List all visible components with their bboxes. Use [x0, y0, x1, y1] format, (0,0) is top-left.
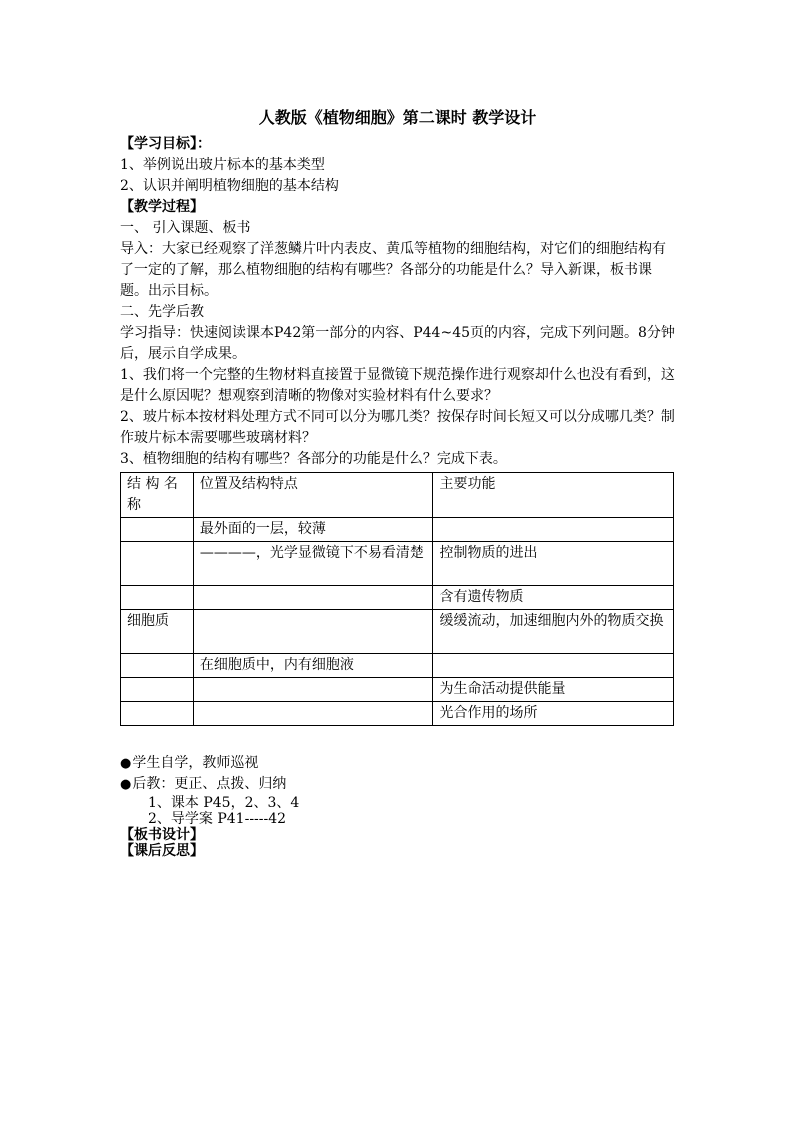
question-3: 3、植物细胞的结构有哪些？各部分的功能是什么？完成下表。 [120, 451, 507, 467]
table-cell [433, 518, 674, 542]
header-main-function: 主要功能 [433, 473, 674, 518]
table-row [121, 518, 674, 542]
section-one-heading: 一、 引入课题、板书 [120, 220, 251, 236]
textbook-item: 1、课本 P45，2、3、4 [148, 795, 300, 811]
objective-item: 1、举例说出玻片标本的基本类型 [120, 157, 325, 173]
table-row [121, 542, 674, 586]
table-row [121, 586, 674, 610]
table-row [121, 654, 674, 678]
process-heading: 【教学过程】 [120, 199, 204, 215]
document-title: 人教版《植物细胞》第二课时 教学设计 [258, 108, 537, 127]
table-cell: 光合作用的场所 [433, 702, 674, 726]
document-page [120, 108, 675, 859]
table-cell: ————，光学显微镜下不易看清楚 [193, 542, 433, 586]
header-location-features: 位置及结构特点 [193, 473, 433, 518]
self-study-line [120, 753, 675, 774]
bullet-icon: ● [120, 756, 132, 771]
table-cell [121, 702, 194, 726]
study-guide-paragraph: 学习指导：快速阅读课本P42第一部分的内容、P44~45页的内容，完成下列问题。8分钟后，展示自学成果。 [120, 325, 675, 362]
post-teach-line [120, 774, 675, 795]
self-study-text: 学生自学，教师巡视 [132, 755, 259, 771]
post-teach-text: 后教：更正、点拨、归纳 [132, 776, 287, 792]
table-cell: 含有遗传物质 [433, 586, 674, 610]
table-cell: 控制物质的进出 [433, 542, 674, 586]
section-two-heading: 二、先学后教 [120, 304, 204, 320]
worksheet-item: 2、导学案 P41-----42 [148, 811, 287, 827]
table-row [121, 702, 674, 726]
table-cell [193, 702, 433, 726]
question-2: 2、玻片标本按材料处理方式不同可以分为哪几类？按保存时间长短又可以分成哪几类？制作玻片标本需要哪些玻璃材料？ [120, 409, 675, 446]
table-cell [121, 586, 194, 610]
intro-paragraph: 导入：大家已经观察了洋葱鳞片叶内表皮、黄瓜等植物的细胞结构，对它们的细胞结构有了一定的了解，那么植物细胞的结构有哪些？各部分的功能是什么？导入新课，板书课题。出示目标。 [120, 241, 666, 299]
objective-item: 2、认识并阐明植物细胞的基本结构 [120, 178, 339, 194]
table-cell [433, 654, 674, 678]
table-cell: 最外面的一层，较薄 [193, 518, 433, 542]
table-cell: 缓缓流动，加速细胞内外的物质交换 [433, 610, 674, 654]
bullet-icon: ● [120, 777, 132, 792]
cell-structure-table [120, 472, 674, 726]
table-row [121, 678, 674, 702]
table-cell [121, 542, 194, 586]
board-design-heading: 【板书设计】 [120, 827, 204, 843]
table-header-row [121, 473, 674, 518]
table-cell [121, 678, 194, 702]
table-row [121, 610, 674, 654]
objectives-heading: 【学习目标】： [120, 136, 211, 152]
table-cell: 在细胞质中，内有细胞液 [193, 654, 433, 678]
table-cell [193, 586, 433, 610]
table-cell: 细胞质 [121, 610, 194, 654]
table-cell [193, 678, 433, 702]
header-structure-name: 结 构 名称 [121, 473, 194, 518]
table-cell [121, 518, 194, 542]
reflection-heading: 【课后反思】 [120, 843, 204, 859]
question-1: 1、我们将一个完整的生物材料直接置于显微镜下规范操作进行观察却什么也没有看到，这是什么原因呢？想观察到清晰的物像对实验材料有什么要求？ [120, 367, 675, 404]
table-cell [121, 654, 194, 678]
table-cell [193, 610, 433, 654]
table-cell: 为生命活动提供能量 [433, 678, 674, 702]
